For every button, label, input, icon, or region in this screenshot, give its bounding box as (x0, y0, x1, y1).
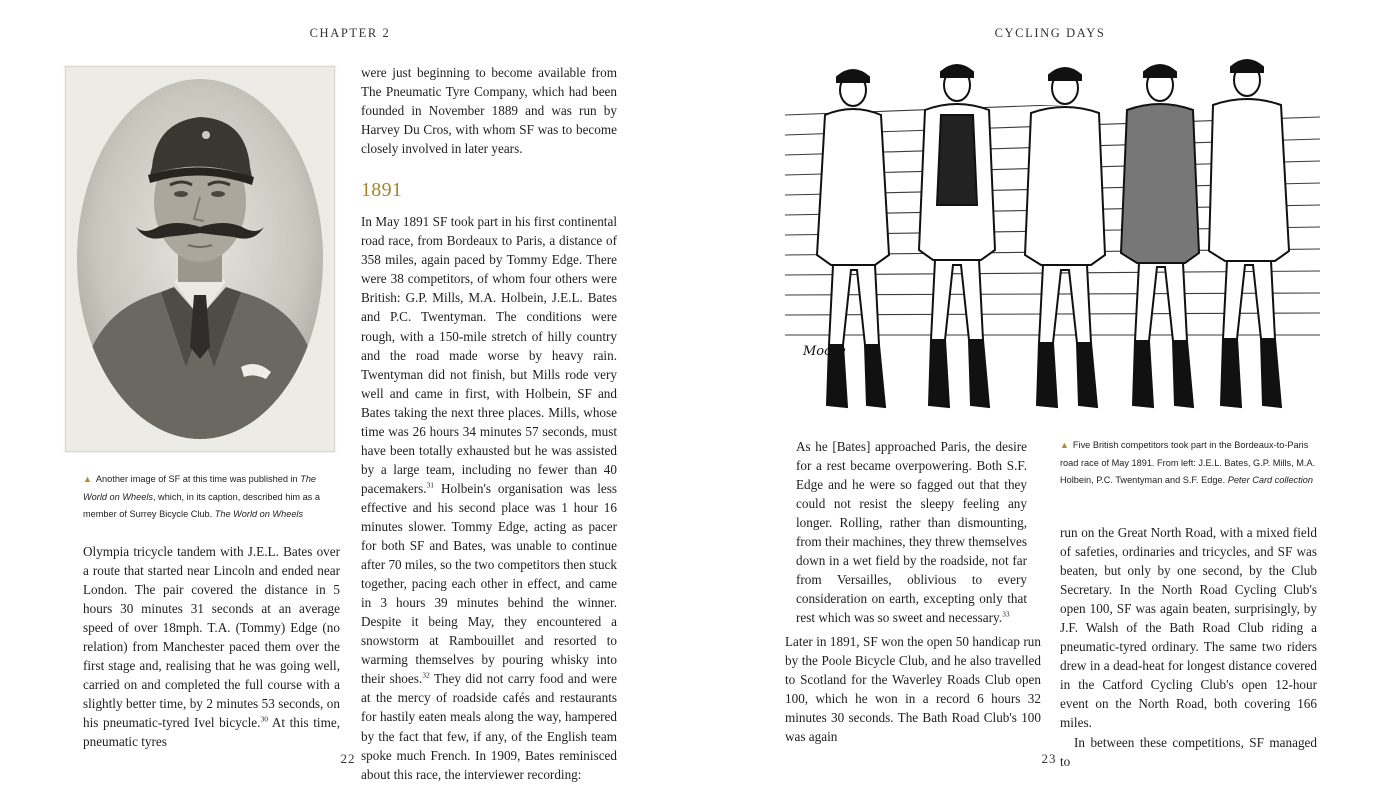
body-paragraph: run on the Great North Road, with a mixed field of safeties, ordinaries and tricycles, and SF was beaten, but only by one second, by the Club Secretary. In the North Road Cycling Club's open 100, SF was again beaten, surprisingly, by J.F. Walsh of the Bath Road Club riding a pneumatic-tyred ordinary. The same two riders drew in a dead-heat for longest distance covered in the Catford Cycling Club's open 12-hour event on the North Road, both covering 166 miles. (1060, 525, 1317, 731)
body-paragraph: In May 1891 SF took part in his first continental road race, from Bordeaux to Paris, a distance of 358 miles, again paced by Tommy Edge. There were 38 competitors, of whom four others were British: G.P. Mills, M.A. Holbein, J.E.L. Bates and P.C. Twentyman. The conditions were rough, with a 150-mile stretch of hilly country and the road made worse by heavy rain. Twentyman did not finish, but Mills rode very well and came in first, with Holbein, SF and Bates taking the next three places. Mills, whose time was 26 hours 34 minutes 57 seconds, must have been totally exhausted but he was assisted by a large team, including no fewer than 40 pacemakers.$^{31}$ Holbein's organisation was less effective and his second place was 1 hour 16 minutes slower. Tommy Edge, acting as pacer for both SF and Bates, was unable to continue after 70 miles, so the two competitors then stuck together, pacing each other in effect, and came in 3 hours 39 minutes behind the winner. Despite it being May, they encountered a snowstorm at Rambouillet and resorted to warming themselves by pouring whisky into their shoes.$^{32}$ They did not carry food and were at the mercy of roadside cafés and restaurants for hastily eaten meals along the way, hampered by the fact that few, if any, of the English team spoke much French. In 1909, Bates reminisced about this race, the interviewer recording: (361, 214, 618, 782)
caption-marker-icon: ▲ (83, 474, 92, 484)
portrait-photo (65, 66, 335, 452)
running-head-left: CHAPTER 2 (309, 26, 391, 40)
caption-text: Another image of SF at this time was published in (95, 474, 301, 484)
footnote-ref[interactable]: 31 (426, 480, 435, 490)
footnote-ref[interactable]: 33 (1002, 610, 1010, 620)
right-quote (796, 437, 1027, 627)
right-column-1 (785, 632, 1041, 746)
cyclists-illustration (785, 55, 1320, 430)
caption-italic-credit: Peter Card collection (1227, 475, 1313, 486)
caption-italic-credit: The World on Wheels (214, 509, 304, 520)
right-column-2 (1060, 523, 1317, 771)
page-number-left: 22 (340, 751, 356, 766)
caption-italic-source: The World on Wheels (83, 474, 317, 502)
portrait-illustration (66, 67, 334, 451)
footnote-ref[interactable]: 30 (260, 715, 268, 725)
caption-text-2: , which, in its caption, described him as a member of Surrey Bicycle Club. (83, 491, 320, 520)
photo-caption (83, 471, 339, 524)
page-number-right: 23 (1041, 751, 1057, 766)
body-paragraph: Olympia tricycle tandem with J.E.L. Bates over a route that started near Lincoln and ended near London. The pair covered the distance in 5 hours 30 minutes 31 seconds at an average speed of over 18mph. T.A. (Tommy) Edge (no relation) from Manchester paced them over the first stage and, realising that he was going well, carried on and completed the full course with a slightly better time, by 2 minutes 53 seconds, on his pneumatic-tyred Ivel bicycle.$^{30}$ At this time, pneumatic tyres (83, 544, 340, 750)
footnote-ref[interactable]: 32 (422, 670, 430, 680)
illustration-signature: Moore (803, 344, 846, 359)
running-head-right: CYCLING DAYS (994, 26, 1106, 40)
body-paragraph: In between these competitions, SF managed to (1060, 734, 1317, 769)
illustration-caption (1060, 437, 1318, 490)
section-heading: 1891 (361, 179, 403, 202)
body-paragraph: Later in 1891, SF won the open 50 handicap run by the Poole Bicycle Club, and he also travelled to Scotland for the Waverley Roads Club open 100, which he won in a record 6 hours 32 minutes 30 seconds. The Bath Road Club's 100 was again (785, 634, 1041, 745)
caption-text: Five British competitors took part in the Bordeaux-to-Paris road race of May 1891. From left: J.E.L. Bates, G.P. Mills, M.A. Holbein, P.C. Twentyman and S.F. Edge. (1060, 440, 1316, 486)
left-column-1 (83, 542, 340, 752)
left-column-2 (361, 63, 617, 784)
block-quote: As he [Bates] approached Paris, the desire for a rest became overpowering. Both S.F. Edge and he were so fagged out that they could not resist the sleepy feeling any longer. Rolling, rather than dismounting, from their machines, they threw themselves down in a wet field by the roadside, not far from Versailles, oblivious to every consideration on earth, excepting only that rest which was so sweet and necessary.$^{33}$ (796, 439, 1027, 626)
body-paragraph: were just beginning to become available from The Pneumatic Tyre Company, which had been founded in November 1889 and was run by Harvey Du Cros, with whom SF was to become closely involved in later years. (361, 65, 617, 157)
caption-marker-icon: ▲ (1060, 440, 1069, 450)
